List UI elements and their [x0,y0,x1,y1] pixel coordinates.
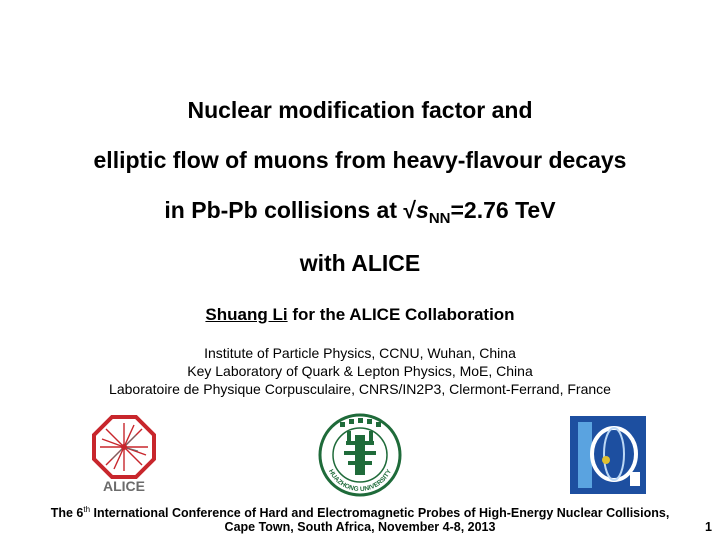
ccnu-logo [318,413,402,497]
footer-conference-name: International Conference of Hard and Electromagnetic Probes of High-Energy Nuclear Collisions, [90,506,670,520]
institution-3: Laboratoire de Physique Corpusculaire, CNRS/IN2P3, Clermont-Ferrand, France [109,381,611,397]
title-line-3 [0,196,720,233]
institution-1: Institute of Particle Physics, CCNU, Wuhan, China [204,345,516,361]
title-line-3-prefix: in Pb-Pb collisions at √ [164,197,417,223]
title-sqrt-s: s [416,197,429,223]
author-name: Shuang Li [205,305,288,324]
title-line-4: with ALICE [299,250,421,276]
title-line-1: Nuclear modification factor and [187,97,533,123]
author-collaboration: for the ALICE Collaboration [287,305,515,324]
footer-superscript: th [83,505,91,514]
title-line-2: elliptic flow of muons from heavy-flavour decays [93,147,627,173]
author-line [0,304,720,326]
title-line-3-suffix: =2.76 TeV [450,197,556,223]
alice-logo-text: ALICE [103,478,145,493]
footer-line-2: Cape Town, South Africa, November 4-8, 2013 [224,520,496,534]
footer-prefix: The 6 [50,506,84,520]
in2p3-logo [570,416,646,494]
page-number: 1 [705,520,712,534]
institution-2: Key Laboratory of Quark & Lepton Physics, MoE, China [187,363,533,379]
title-nn-subscript: NN [428,210,451,227]
ccnu-logo-text: HUAZHONG UNIVERSITY [327,468,393,494]
alice-logo [92,415,156,493]
